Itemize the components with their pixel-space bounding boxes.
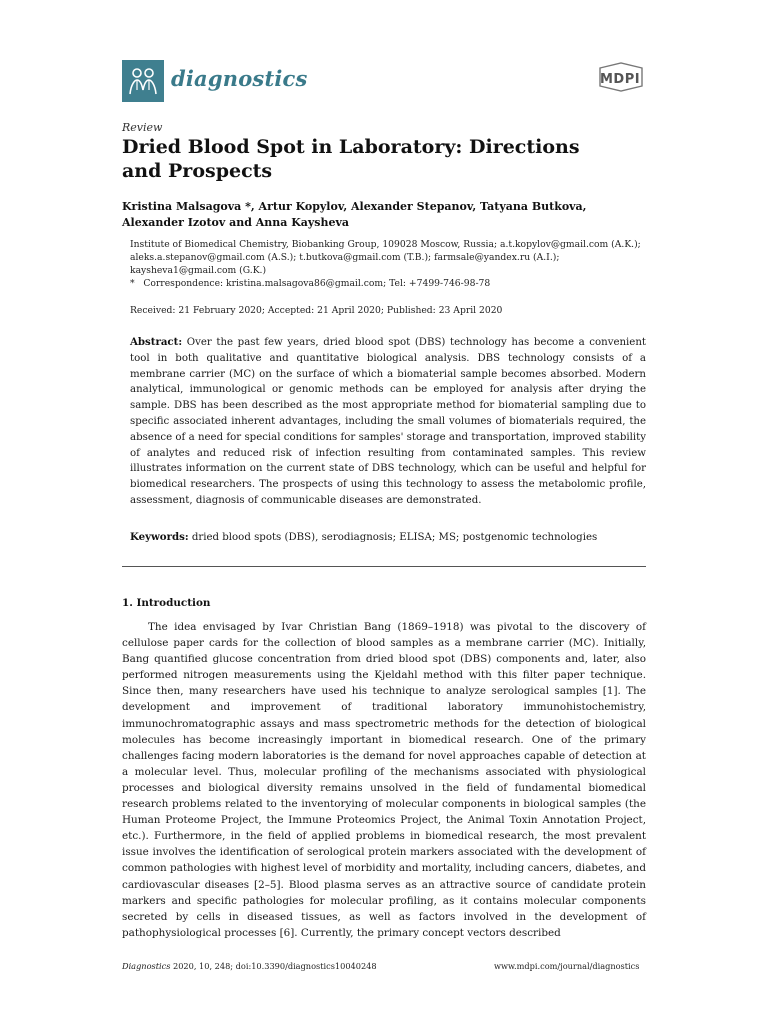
keywords-label: Keywords: [130,531,189,543]
article-type: Review [122,121,163,134]
footer-url[interactable]: www.mdpi.com/journal/diagnostics [494,961,640,971]
affiliation-line: kaysheva1@gmail.com (G.K.) [130,265,267,276]
abstract [130,335,646,509]
journal-name: diagnostics [171,66,308,91]
footer-journal: Diagnostics [122,961,171,971]
footer-citation [122,961,377,971]
publisher-name: MDPI [600,72,641,87]
keywords-text: dried blood spots (DBS), serodiagnosis; ELISA; MS; postgenomic technologies [188,532,598,543]
affiliations [130,238,650,290]
abstract-label: Abstract: [130,336,183,348]
footer-citation-rest: 2020, 10, 248; doi:10.3390/diagnostics10040248 [170,961,377,971]
journal-logo-icon [122,60,164,102]
affiliation-line: aleks.a.stepanov@gmail.com (A.S.); t.butkova@gmail.com (T.B.); farmsale@yandex.ru (A.I.); [130,252,560,263]
section-divider [122,566,646,567]
author-list: Kristina Malsagova *, Artur Kopylov, Alexander Stepanov, Tatyana Butkova, Alexander Izotov and Anna Kaysheva [122,200,587,229]
body-paragraph: The idea envisaged by Ivar Christian Bang (1869–1918) was pivotal to the discovery of cellulose paper cards for the collection of blood samples as a membrane carrier (MC). Initially, Bang quantified glucose concentration from dried blood spot (DBS) components and, later, also performed nitrogen measurements using the Kjeldahl method with this filter paper technique. Since then, many researchers have used his technique to analyze serological samples [1]. The development and improvement of traditional laboratory immunohistochemistry, immunochromatographic assays and mass spectrometric methods for the detection of biological molecules has become increasingly important in biomedical research. One of the primary challenges facing modern laboratories is the demand for novel approaches capable of detection at a molecular level. Thus, molecular profiling of the mechanisms associated with physiological processes and biological diversity remains unsolved in the field of fundamental biomedical research problems related to the inventorying of molecular components in biological samples (the Human Proteome Project, the Immune Proteomics Project, the Animal Toxin Annotation Project, etc.). Furthermore, in the field of applied problems in biomedical research, the most prevalent issue involves the identification of serological protein markers associated with the development of common pathologies with highest level of morbidity and mortality, including cancers, diabetes, and cardiovascular diseases [2–5]. Blood plasma serves as an attractive source of candidate protein markers and specific pathologies for molecular profiling, as it contains molecular components secreted by cells in diseased tissues, as well as factors involved in the development of pathophysiological processes [6]. Currently, the primary concept vectors described [122,621,646,939]
correspondence-line: * Correspondence: kristina.malsagova86@gmail.com; Tel: +7499-746-98-78 [130,278,491,289]
abstract-text: Over the past few years, dried blood spot (DBS) technology has become a convenient tool in both qualitative and quantitative biological analysis. DBS technology consists of a membrane carrier (MC) on the surface of which a biomaterial sample becomes absorbed. Modern analytical, immunological or genomic methods can be employed for analysis after drying the sample. DBS has been described as the most appropriate method for biomaterial sampling due to specific associated inherent advantages, including the small volumes of biomaterials required, the absence of a need for special conditions for samples' storage and transportation, improved stability of analytes and reduced risk of infection resulting from contaminated samples. This review illustrates information on the current state of DBS technology, which can be useful and helpful for biomedical researchers. The prospects of using this technology to assess the metabolomic profile, assessment, diagnosis of communicable diseases are demonstrated. [130,337,646,506]
article-title: Dried Blood Spot in Laboratory: Directions and Prospects [122,136,580,182]
publication-dates: Received: 21 February 2020; Accepted: 21 April 2020; Published: 23 April 2020 [130,305,503,316]
keywords [130,530,646,545]
affiliation-line: Institute of Biomedical Chemistry, Biobanking Group, 109028 Moscow, Russia; a.t.kopylov@gmail.com (A.K.); [130,239,641,250]
section-heading: 1. Introduction [122,597,211,609]
